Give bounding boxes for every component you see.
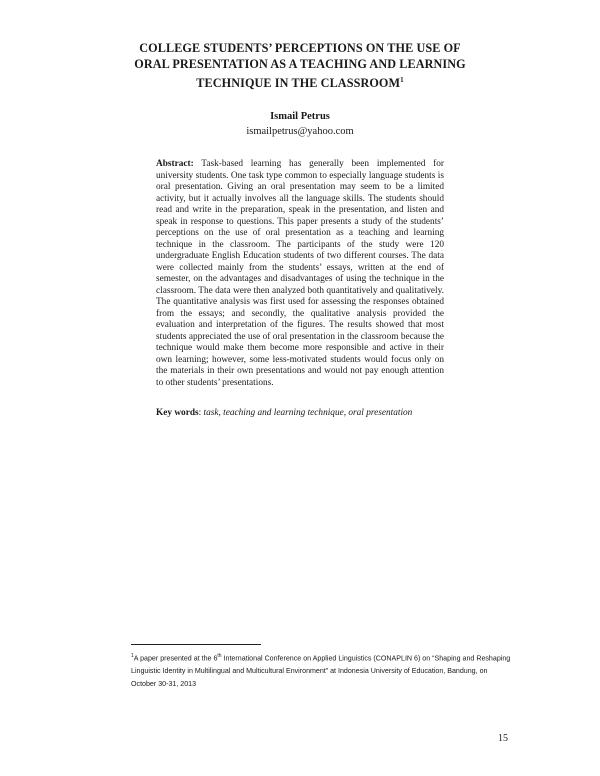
paper-title: [130, 40, 470, 91]
footnote-mark: 1: [131, 653, 134, 659]
footnote-divider: [131, 644, 261, 645]
footnote-text-part1: A paper presented at the 6: [133, 654, 218, 663]
footnote: [131, 650, 512, 691]
footnote-ordinal-suffix: th: [217, 653, 222, 659]
paper-title-text: COLLEGE STUDENTS’ PERCEPTIONS ON THE USE OF ORAL PRESENTATION AS A TEACHING AND LEARNING TECHNIQUE IN THE CLASSROOM: [134, 41, 466, 91]
keywords: [156, 408, 456, 418]
keywords-separator: :: [198, 408, 204, 418]
page-number: 15: [498, 733, 508, 744]
abstract: [156, 159, 444, 389]
abstract-label: Abstract:: [156, 159, 194, 169]
keywords-text: task, teaching and learning technique, oral presentation: [203, 408, 413, 418]
title-footnote-mark: 1: [400, 76, 404, 84]
footnote-text-part2: International Conference on Applied Linguistics (CONAPLIN 6) on “Shaping and Reshaping Linguistic Identity in Multilingual and Multicultural Environment” at Indonesia University of Education, Bandung, on October 30-31, 2013: [131, 654, 511, 689]
abstract-text: Task-based learning has generally been implemented for university students. One task type common to especially language students is oral presentation. Giving an oral presentation may seem to be a limited activity, but it actually involves all the language skills. The students should read and write in the preparation, speak in the presentation, and listen and speak in response to questions. This paper presents a study of the students’ perceptions on the use of oral presentation as a teaching and learning technique in the classroom. The participants of the study were 120 undergraduate English Education students of two different courses. The data were collected mainly from the students’ essays, written at the end of semester, on the advantages and disadvantages of using the technique in the classroom. The data were then analyzed both quantitatively and qualitatively. The quantitative analysis was first used for assessing the responses obtained from the essays; and secondly, the qualitative analysis provided the evaluation and interpretation of the figures. The results showed that most students appreciated the use of oral presentation in the classroom because the technique would make them become more responsible and active in their own learning; however, some less-motivated students would focus only on the materials in their own presentations and would not pay enough attention to other students’ presentations.: [156, 159, 444, 388]
keywords-label: Key words: [156, 408, 199, 418]
author-email: ismailpetrus@yahoo.com: [246, 126, 354, 137]
author-name: Ismail Petrus: [270, 111, 330, 122]
